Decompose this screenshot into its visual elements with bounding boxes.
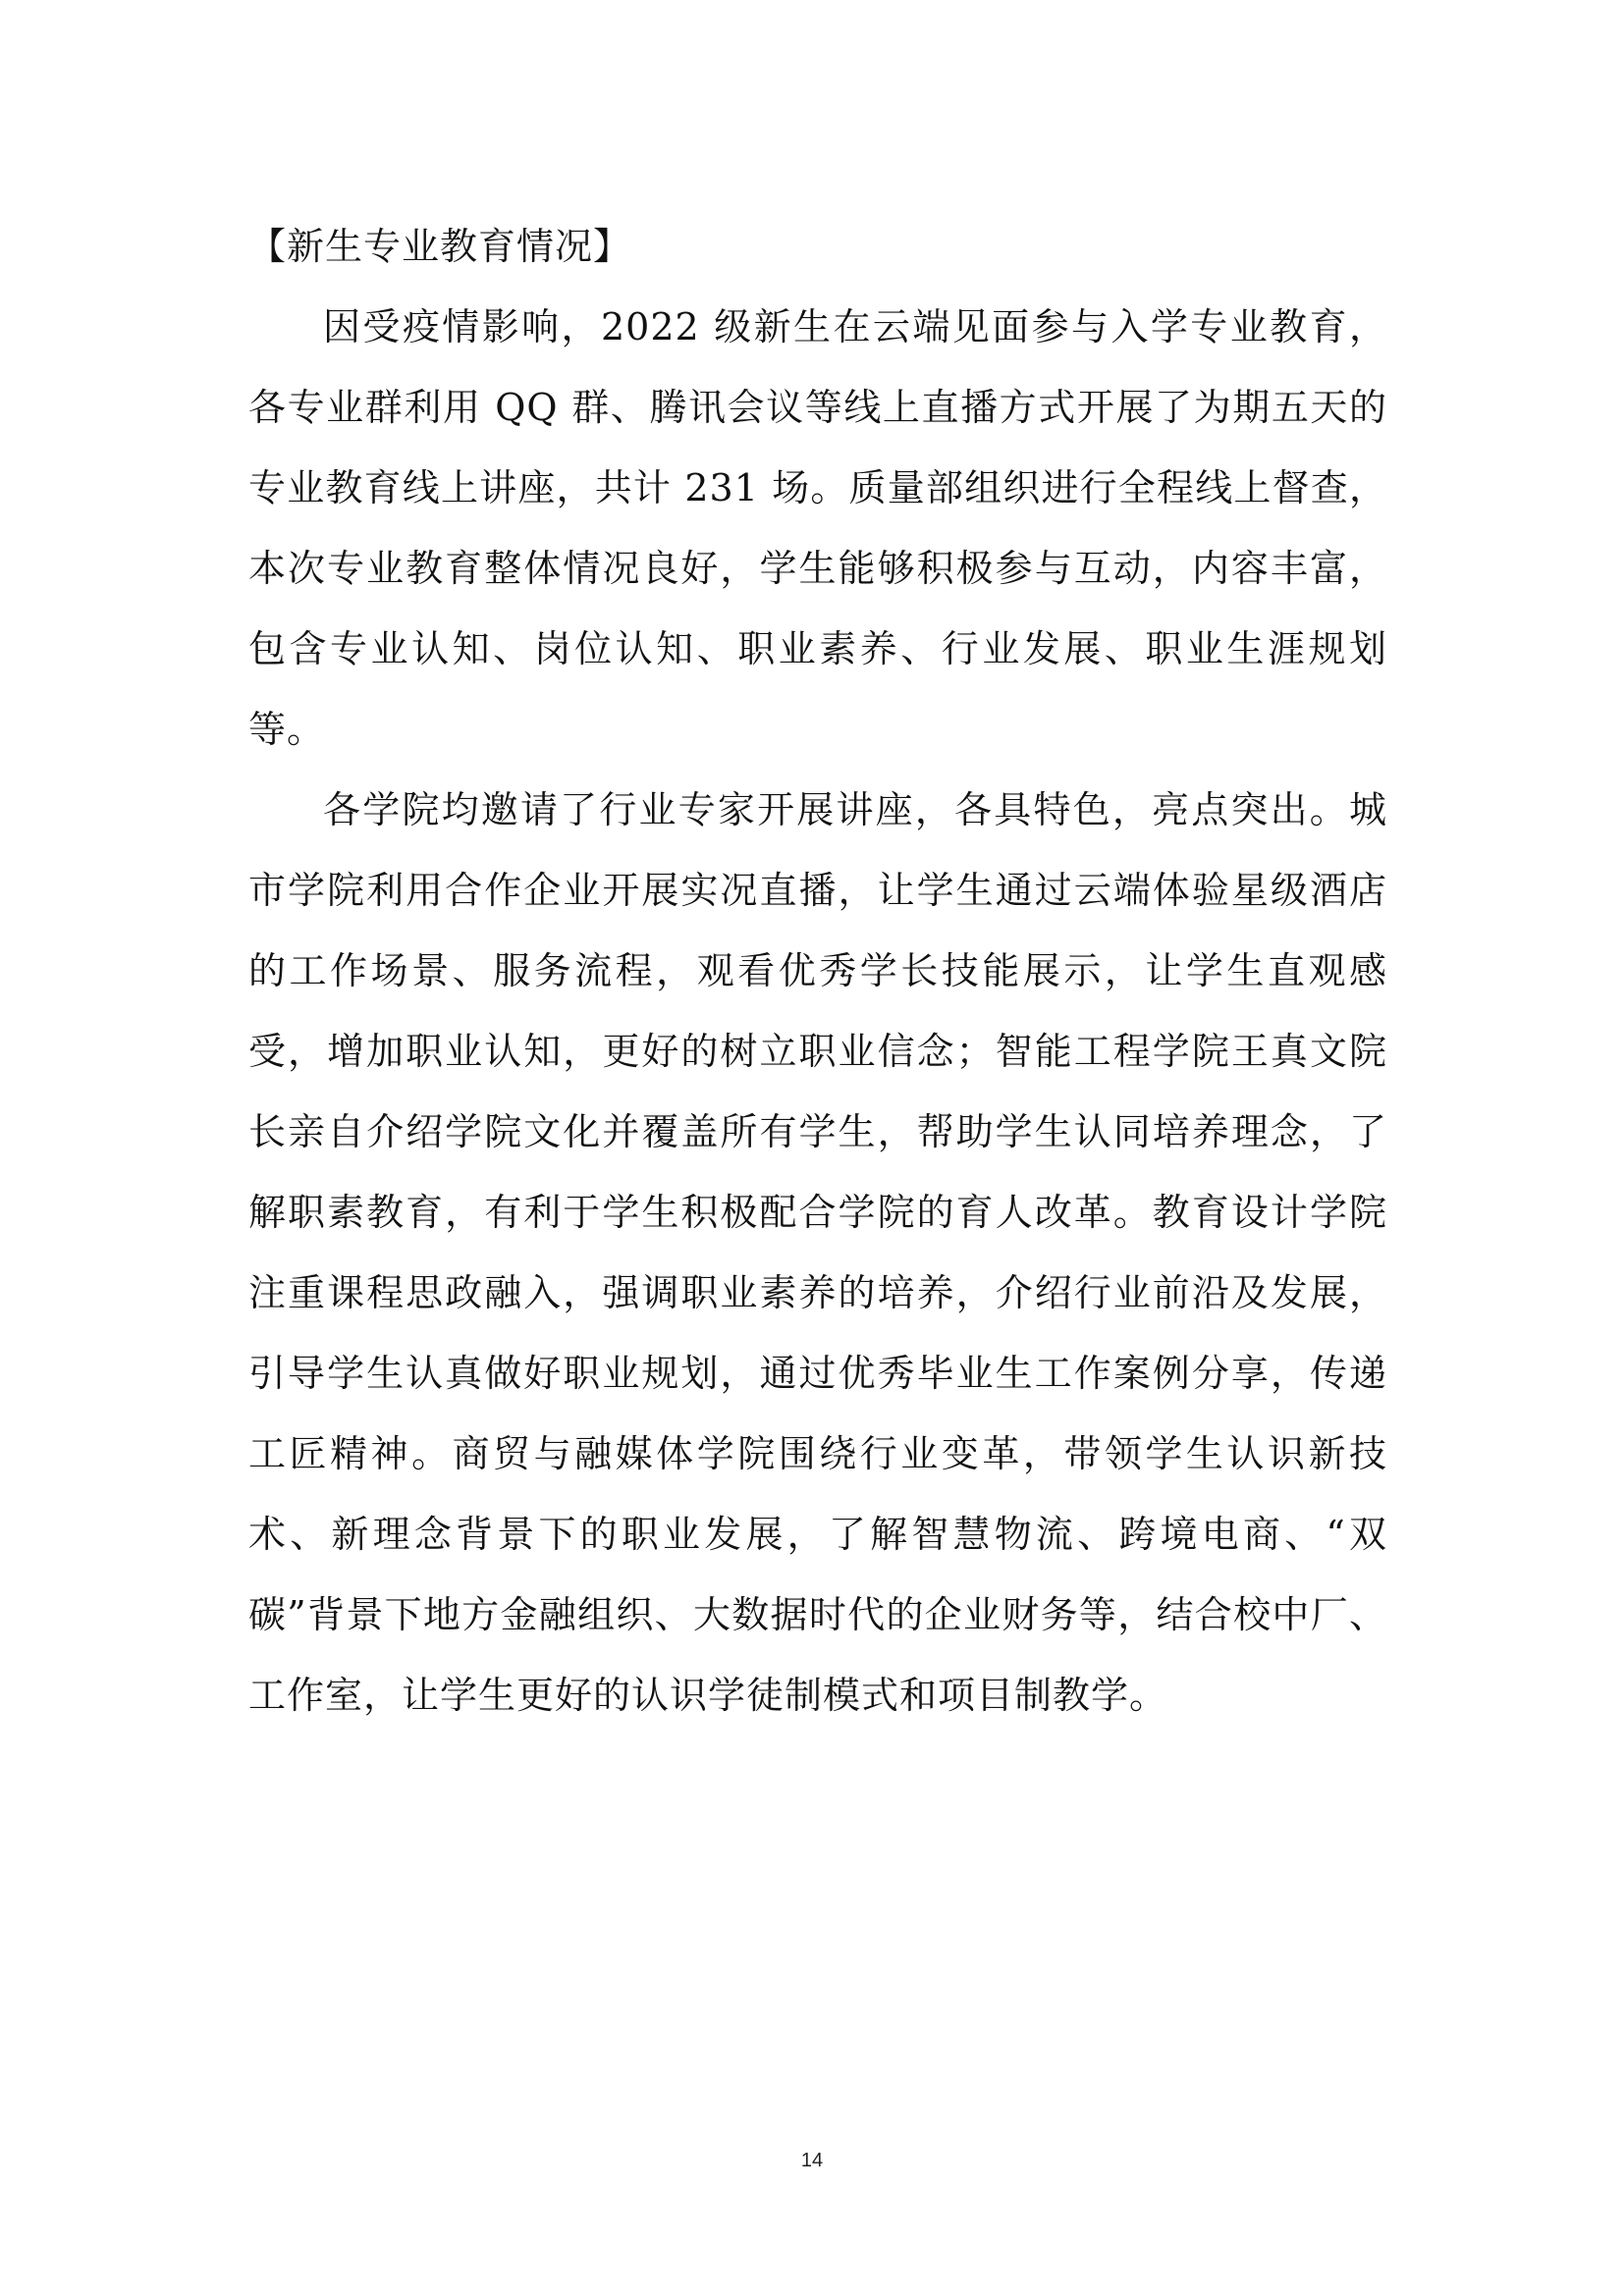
section-heading: 【新生专业教育情况】 xyxy=(248,225,632,268)
document-body xyxy=(248,206,1387,1735)
paragraph-college-highlights: 各学院均邀请了行业专家开展讲座，各具特色，亮点突出。城市学院利用合作企业开展实况直播，让学生通过云端体验星级酒店的工作场景、服务流程，观看优秀学长技能展示，让学生直观感受，增加职业认知，更好的树立职业信念；智能工程学院王真文院长亲自介绍学院文化并覆盖所有学生，帮助学生认同培养理念，了解职素教育，有利于学生积极配合学院的育人改革。教育设计学院注重课程思政融入，强调职业素养的培养，介绍行业前沿及发展，引导学生认真做好职业规划，通过优秀毕业生工作案例分享，传递工匠精神。商贸与融媒体学院围绕行业变革，带领学生认识新技术、新理念背景下的职业发展，了解智慧物流、跨境电商、“双碳”背景下地方金融组织、大数据时代的企业财务等，结合校中厂、工作室，让学生更好的认识学徒制模式和项目制教学。 xyxy=(248,788,1387,1717)
page-number: 14 xyxy=(800,2150,824,2171)
paragraph-online-education: 因受疫情影响，2022 级新生在云端见面参与入学专业教育，各专业群利用 QQ 群、腾讯会议等线上直播方式开展了为期五天的专业教育线上讲座，共计 231 场。质量部组织进行全程线上督查，本次专业教育整体情况良好，学生能够积极参与互动，内容丰富，包含专业认知、岗位认知、职业素养、行业发展、职业生涯规划等。 xyxy=(248,305,1387,751)
